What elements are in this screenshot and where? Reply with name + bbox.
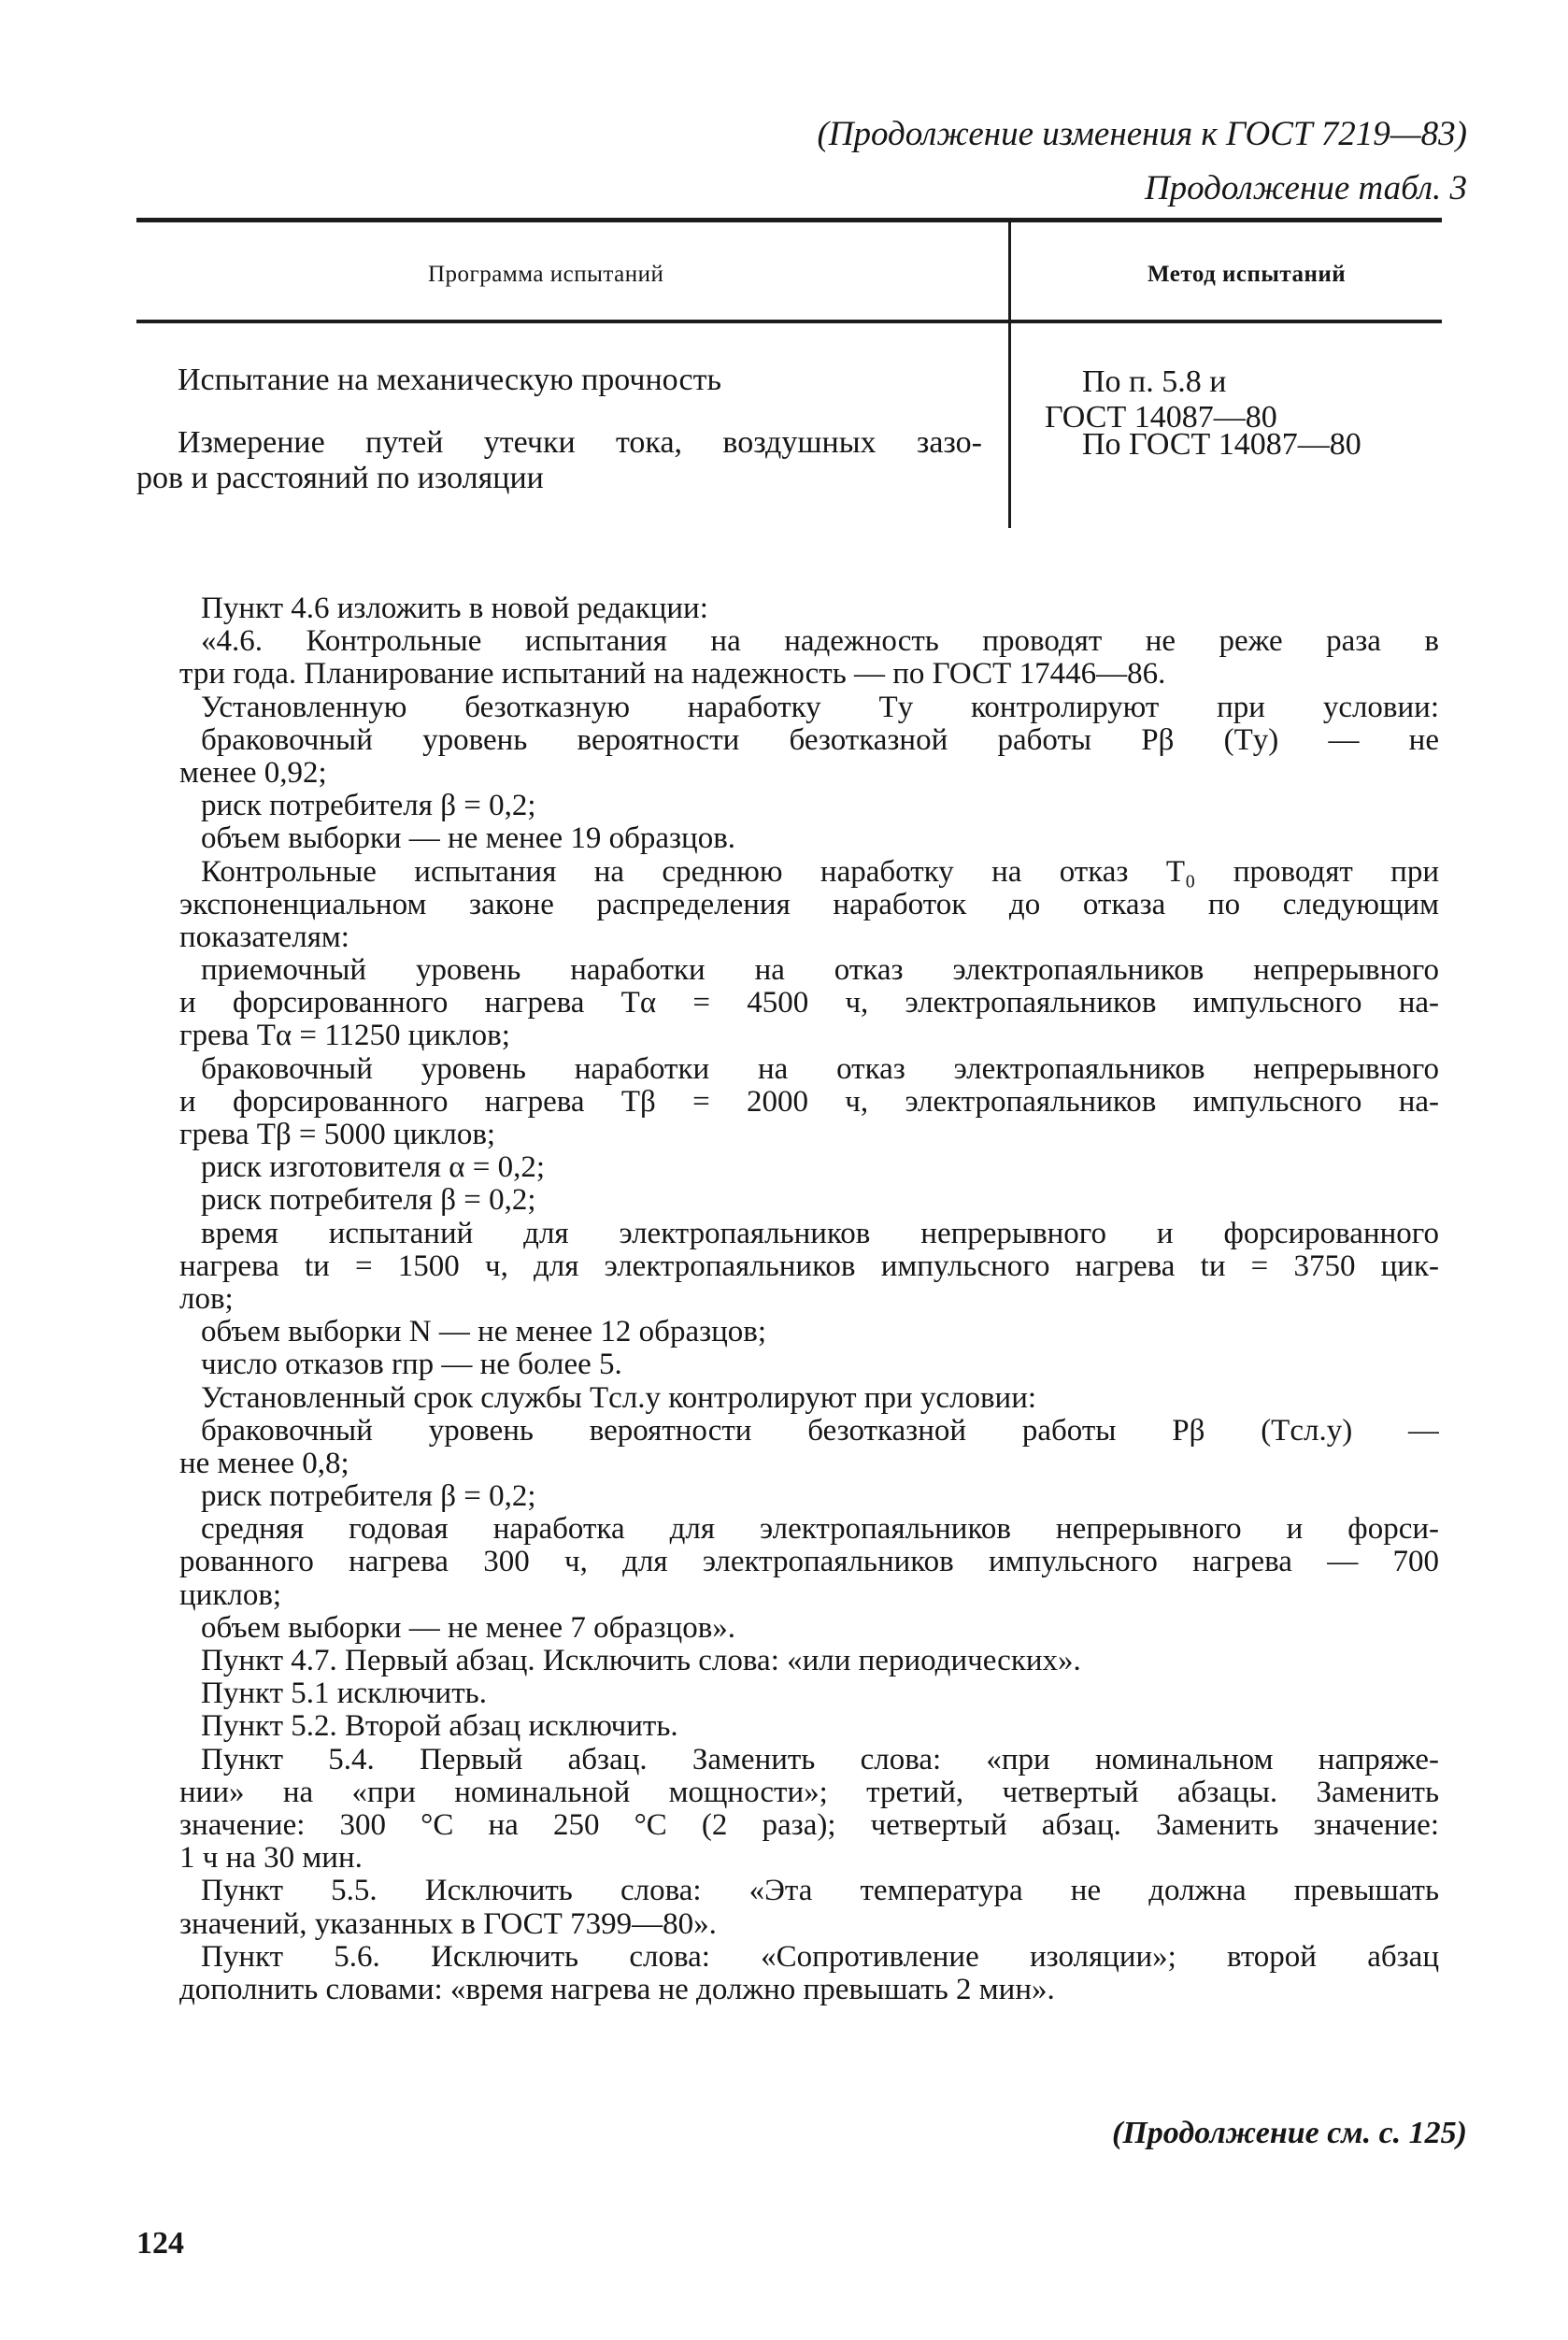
page-header-continuation: (Продолжение изменения к ГОСТ 7219—83) [817,115,1467,153]
text-line: нагрева tи = 1500 ч, для электропаяльников импульсного нагрева tи = 3750 цик- [179,1249,1439,1283]
text-line: Пункт 4.7. Первый абзац. Исключить слова: «или периодических». [201,1645,1081,1677]
text-line: Пункт 5.1 исключить. [201,1677,487,1711]
table-continuation-label: Продолжение табл. 3 [1144,169,1467,207]
text-line: лов; [179,1282,234,1316]
text-line: показателям: [179,920,349,954]
text-line: Пункт 5.6. Исключить слова: «Сопротивление изоляции»; второй абзац [201,1940,1439,1974]
text-line: браковочный уровень наработки на отказ электропаяльников непрерывного [201,1052,1439,1086]
text-line: рованного нагрева 300 ч, для электропаяльников импульсного нагрева — 700 [179,1546,1439,1579]
text-line: Установленную безотказную наработку Tу контролируют при условии: [201,691,1439,724]
text-line: объем выборки — не менее 19 образцов. [201,822,736,856]
text-line: значений, указанных в ГОСТ 7399—80». [179,1907,717,1941]
text-line: 1 ч на 30 мин. [179,1842,363,1876]
text-line: Контрольные испытания на среднюю наработку на отказ T₀ проводят при [201,855,1439,889]
text-line: риск изготовителя α = 0,2; [201,1151,546,1185]
text-line: и форсированного нагрева Tβ = 2000 ч, электропаяльников импульсного на- [179,1085,1439,1119]
cell-line: По ГОСТ 14087—80 [1082,427,1361,462]
text-line: не менее 0,8; [179,1447,349,1480]
text-line: три года. Планирование испытаний на надежность — по ГОСТ 17446—86. [179,658,1166,692]
text-line: число отказов rпр — не более 5. [201,1348,622,1382]
text-line: приемочный уровень наработки на отказ электропаяльников непрерывного [201,954,1439,988]
text-line: Пункт 5.4. Первый абзац. Заменить слова: «при номинальном напряже- [201,1743,1439,1776]
text-line: нии» на «при номинальной мощности»; третий, четвертый абзацы. Заменить [179,1776,1439,1809]
cell-line: Испытание на механическую прочность [178,363,721,397]
text-line: дополнить словами: «время нагрева не должно превышать 2 мин». [179,1973,1055,2006]
body-text [179,592,1439,2006]
text-line: время испытаний для электропаяльников непрерывного и форсированного [201,1217,1439,1250]
text-line: браковочный уровень вероятности безотказной работы Pβ (Tу) — не [201,723,1439,757]
text-line: браковочный уровень вероятности безотказной работы Pβ (Tсл.у) — [201,1414,1439,1448]
text-line: риск потребителя β = 0,2; [201,790,536,823]
text-line: Пункт 4.6 изложить в новой редакции: [201,592,708,625]
text-line: экспоненциальном законе распределения наработок до отказа по следующим [179,888,1439,921]
column-header-program: Программа испытаний [428,262,664,287]
page-number: 124 [136,2226,184,2261]
table-cell-program-1 [178,356,721,405]
table-header-rule [136,320,1442,323]
text-line: риск потребителя β = 0,2; [201,1184,536,1218]
text-line: и форсированного нагрева Tα = 4500 ч, электропаяльников импульсного на- [179,987,1439,1020]
text-line: грева Tβ = 5000 циклов; [179,1119,496,1151]
continuation-note: (Продолжение см. с. 125) [1112,2116,1467,2150]
text-line: объем выборки — не менее 7 образцов». [201,1611,736,1645]
text-line: риск потребителя β = 0,2; [201,1480,536,1514]
table-top-rule [136,218,1442,222]
table-cell-method-2 [1082,421,1361,469]
table-cell-program-2 [136,419,982,503]
text-line: Пункт 5.5. Исключить слова: «Эта температура не должна превышать [201,1875,1439,1908]
text-line: значение: 300 °С на 250 °С (2 раза); четвертый абзац. Заменить значение: [179,1808,1439,1842]
cell-line: По п. 5.8 и [1082,364,1227,399]
text-line: «4.6. Контрольные испытания на надежность проводят не реже раза в [201,625,1439,659]
table-column-divider [1008,218,1011,528]
cell-line: ГОСТ 14087—80 [1045,400,1277,435]
cell-line: ров и расстояний по изоляции [136,461,544,495]
text-line: менее 0,92; [179,756,327,790]
text-line: грева Tα = 11250 циклов; [179,1020,510,1053]
text-line: Установленный срок службы Tсл.у контролируют при условии: [201,1381,1037,1415]
text-line: Пункт 5.2. Второй абзац исключить. [201,1710,678,1744]
text-line: циклов; [179,1578,282,1612]
cell-line: Измерение путей утечки тока, воздушных зазо- [178,425,982,460]
text-line: объем выборки N — не менее 12 образцов; [201,1316,767,1349]
column-header-method: Метод испытаний [1147,262,1347,287]
text-line: средняя годовая наработка для электропаяльников непрерывного и форси- [201,1513,1439,1547]
